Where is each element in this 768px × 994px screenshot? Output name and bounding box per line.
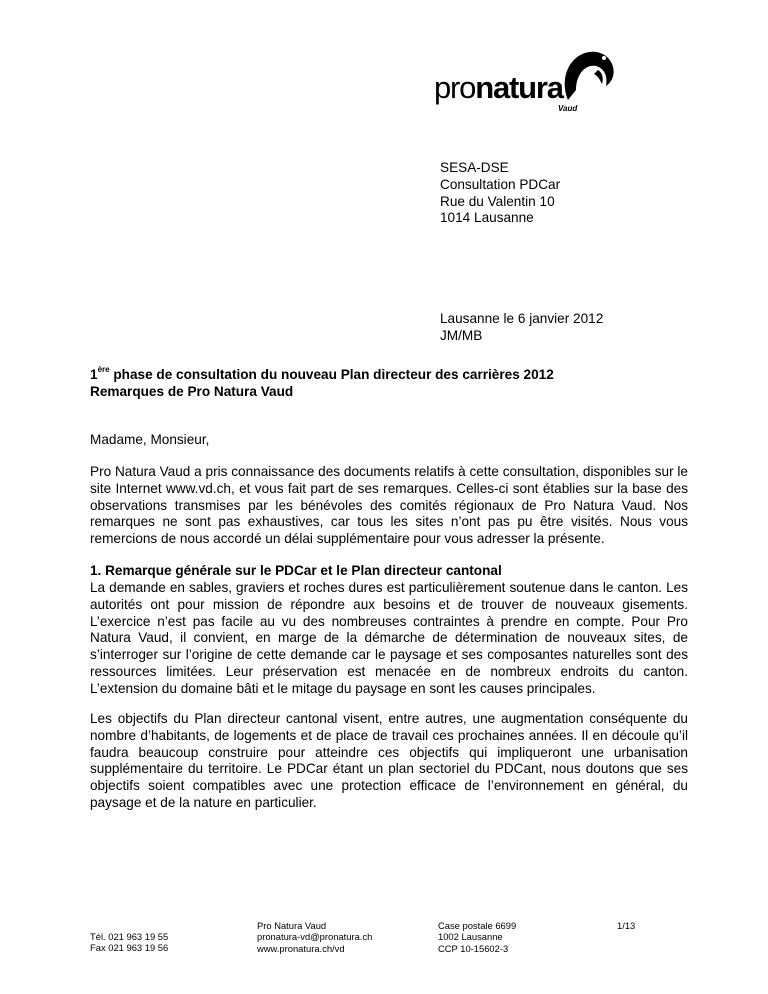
paragraph-objectives: Les objectifs du Plan directeur cantonal visent, entre autres, une augmentation conséquente du nombre d’habitants, de logements et de place de travail ces prochaines années. Il en découle qu’il faudra beaucoup construire pour atteindre ces objectifs qui impliqueront une urbanisation supplémentaire du territoire. Le PDCar étant un plan sectoriel du PDCant, nous doutons que ses objectifs soient compatibles avec une protection efficace de l’environnement en général, du paysage et de la nature en particulier. [90,711,688,810]
recipient-line: Consultation PDCar [440,176,561,192]
reference: JM/MB [440,327,483,343]
pro-natura-logo [434,46,624,113]
recipient-line: Rue du Valentin 10 [440,193,555,209]
salutation: Madame, Monsieur, [90,432,210,447]
footer-postal: Case postale 6699 1002 Lausanne CCP 10-15602-3 [438,920,517,954]
logo-subtitle: Vaud [558,104,578,113]
footer-organization: Pro Natura Vaud pronatura-vd@pronatura.ch www.pronatura.ch/vd [257,920,373,954]
recipient-line: 1014 Lausanne [440,210,534,226]
paragraph-demand: La demande en sables, graviers et roches dures est particulièrement soutenue dans le canton. Les autorités ont pour mission de répondre aux besoins et de trouver de nouveaux gisements. L’exercice n’est pas facile au vu des nombreuses contraintes à prendre en compte. Pour Pro Natura Vaud, il convient, en marge de la démarche de détermination de nouveaux sites, de s’interroger sur l’origine de cette demande car le paysage et ses composantes naturelles sont des ressources limitées. Leur préservation est menacée en de nombreux endroits du canton. L’extension du domaine bâti et le mitage du paysage en sont les causes principales. [90,580,688,696]
subject-line-1: 1ère phase de consultation du nouveau Plan directeur des carrières 2012 [90,365,554,382]
date-block [440,311,603,345]
subject [90,367,690,401]
footer-contact-phone: Tél. 021 963 19 55 Fax 021 963 19 56 [90,931,169,954]
ibex-horn-icon [554,46,618,102]
recipient-address [440,160,560,227]
paragraph-intro: Pro Natura Vaud a pris connaissance des documents relatifs à cette consultation, disponibles sur le site Internet www.vd.ch, et vous fait part de ses remarques. Celles-ci sont établies sur la base des observations transmises par les bénévoles des comités régionaux de Pro Natura Vaud. Nos remarques ne sont pas exhaustives, car tous les sites n’ont pas pu être visités. Nous vous remercions de nous accordé un délai supplémentaire pour vous adresser la présente. [90,464,688,547]
section-heading-1: 1. Remarque générale sur le PDCar et le Plan directeur cantonal [90,563,502,578]
subject-line-2: Remarques de Pro Natura Vaud [90,383,294,399]
page-number: 1/13 [617,920,636,931]
date-line: Lausanne le 6 janvier 2012 [440,311,604,326]
logo-wordmark: pronatura [434,70,563,105]
recipient-line: SESA-DSE [440,160,509,175]
